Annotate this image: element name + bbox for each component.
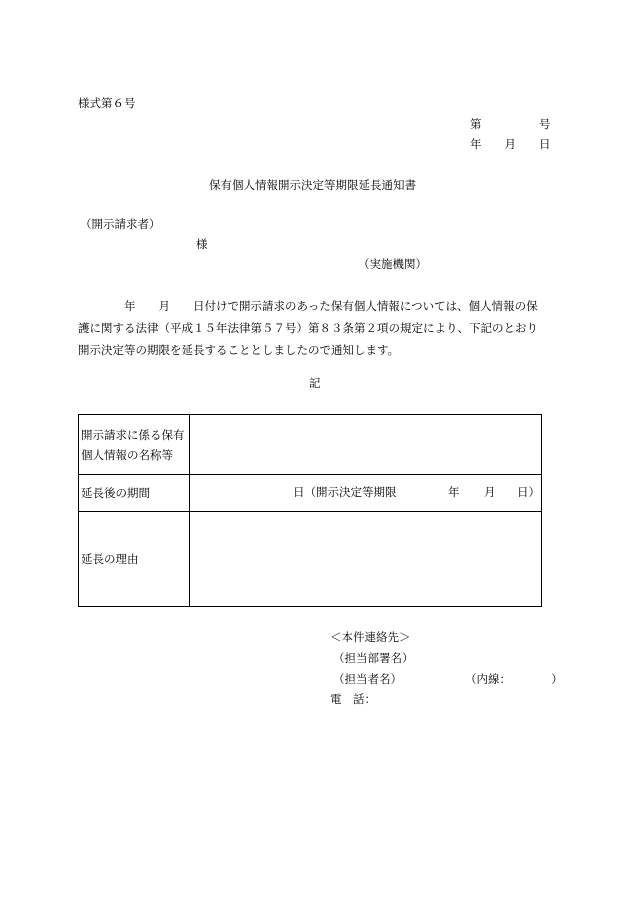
table-row	[79, 415, 542, 475]
notice-body	[78, 295, 548, 361]
body-line-1: 年 月 日付けで開示請求のあった保有個人情報については、個人情報の保	[78, 299, 538, 313]
form-number: 様式第６号	[78, 96, 136, 110]
issue-date: 年 月 日	[470, 137, 551, 151]
table-row	[79, 475, 542, 512]
extension-reason-cell[interactable]	[190, 512, 542, 607]
period-days-text: 日（開示決定等期限	[293, 485, 397, 499]
extension-reason-label: 延長の理由	[79, 512, 190, 607]
body-line-3: 開示決定等の期限を延長することとしましたので通知します。	[78, 343, 400, 357]
requester-label: （開示請求者）	[80, 217, 161, 231]
contact-person: （担当者名）	[333, 672, 402, 686]
info-name-cell[interactable]	[190, 415, 542, 475]
info-name-label: 開示請求に係る保有 個人情報の名称等	[79, 415, 190, 475]
body-line-2: 護に関する法律（平成１５年法律第５７号）第８３条第２項の規定により、下記のとおり	[78, 321, 538, 335]
document-title: 保有個人情報開示決定等期限延長通知書	[209, 178, 416, 192]
contact-phone: 電 話：	[330, 692, 376, 706]
deadline-year-text: 年	[448, 485, 460, 499]
table-row	[79, 512, 542, 607]
extended-period-value	[190, 475, 541, 511]
ki-heading: 記	[309, 376, 321, 390]
contact-extension: （内線： ）	[465, 672, 563, 686]
contact-department: （担当部署名）	[333, 651, 414, 665]
contact-header: ＜本件連絡先＞	[330, 630, 411, 644]
details-table	[78, 414, 542, 607]
extended-period-label: 延長後の期間	[79, 475, 190, 512]
extended-period-cell[interactable]	[190, 475, 542, 512]
deadline-month-text: 月	[484, 485, 496, 499]
deadline-day-text: 日）	[517, 485, 540, 499]
document-number: 第 号	[470, 117, 551, 131]
agency-label: （実施機関）	[358, 257, 427, 271]
honorific: 様	[196, 237, 208, 251]
